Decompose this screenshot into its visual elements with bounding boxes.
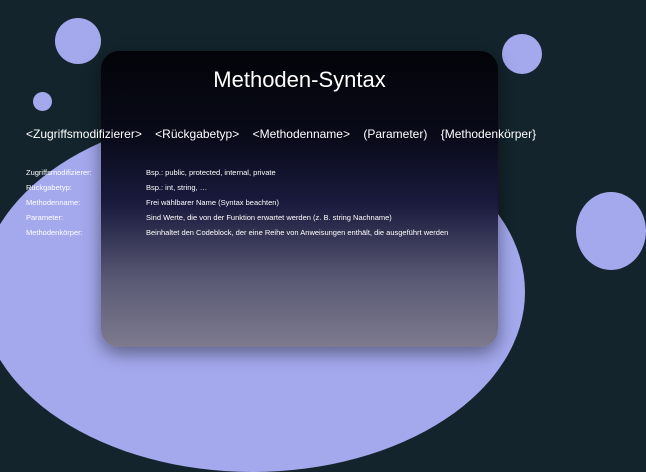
description-label: Parameter: [26, 213, 64, 222]
decorative-bubble [576, 192, 646, 270]
description-value: Bsp.: public, protected, internal, private [146, 168, 276, 177]
slide-title: Methoden-Syntax [213, 67, 386, 92]
description-value: Sind Werte, die von der Funktion erwartet werden (z. B. string Nachname) [146, 213, 392, 222]
decorative-bubble [33, 92, 52, 111]
syntax-line [26, 127, 546, 141]
description-value: Beinhaltet den Codeblock, der eine Reihe von Anweisungen enthält, die ausgeführt werden [146, 228, 449, 237]
syntax-token: <Zugriffsmodifizierer> [26, 127, 142, 141]
syntax-token: (Parameter) [363, 127, 428, 141]
description-value: Bsp.: int, string, … [146, 183, 208, 192]
syntax-token: <Methodenname> [252, 127, 350, 141]
description-value: Frei wählbarer Name (Syntax beachten) [146, 198, 279, 207]
description-label: Rückgabetyp: [26, 183, 72, 192]
description-label: Methodenkörper: [26, 228, 83, 237]
decorative-bubble [502, 34, 542, 74]
description-label: Methodenname: [26, 198, 81, 207]
syntax-token: {Methodenkörper} [440, 127, 537, 141]
decorative-bubble [55, 18, 101, 64]
slide-card [26, 51, 537, 347]
description-label: Zugriffsmodifizierer: [26, 168, 92, 177]
syntax-token: <Rückgabetyp> [155, 127, 240, 141]
decorative-bubble [36, 314, 84, 362]
